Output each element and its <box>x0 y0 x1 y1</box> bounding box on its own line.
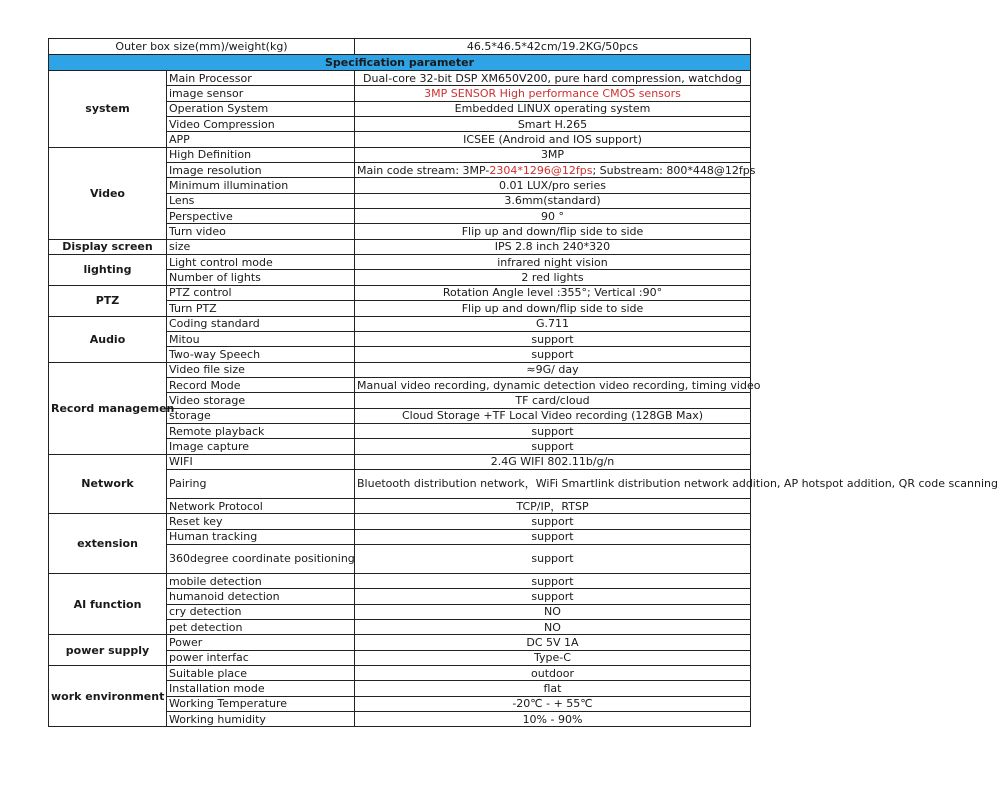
item-label: Two-way Speech <box>167 347 355 362</box>
spec-row <box>49 666 751 681</box>
item-label: Working Temperature <box>167 696 355 711</box>
category-video: Video <box>49 147 167 239</box>
item-label: Suitable place <box>167 666 355 681</box>
item-label: storage <box>167 408 355 423</box>
spec-table <box>48 38 998 727</box>
item-value: Smart H.265 <box>355 117 751 132</box>
item-label: size <box>167 239 355 254</box>
item-value: ≈9G/ day <box>355 362 751 377</box>
item-label: Reset key <box>167 514 355 529</box>
value-part: Main code stream: 3MP- <box>357 163 490 177</box>
item-label: Video storage <box>167 393 355 408</box>
item-value: 3.6mm(standard) <box>355 193 751 208</box>
item-value: 10% - 90% <box>355 712 751 727</box>
category-record-managemen: Record managemen <box>49 362 167 454</box>
item-label: Video Compression <box>167 117 355 132</box>
category-ai-function: AI function <box>49 573 167 634</box>
item-label: High Definition <box>167 147 355 162</box>
item-label: Coding standard <box>167 316 355 331</box>
spec-row <box>49 362 751 377</box>
spec-table-body <box>49 39 998 727</box>
item-value: support <box>355 331 751 346</box>
category-power-supply: power supply <box>49 635 167 666</box>
item-label: Human tracking <box>167 529 355 544</box>
item-value: Manual video recording, dynamic detection video recording, timing video <box>355 377 751 392</box>
item-value: support <box>355 544 751 573</box>
item-label: Perspective <box>167 209 355 224</box>
item-value: support <box>355 439 751 454</box>
item-label: cry detection <box>167 604 355 619</box>
item-value <box>355 163 756 178</box>
category-lighting: lighting <box>49 255 167 286</box>
item-value: -20℃ - + 55℃ <box>355 696 751 711</box>
item-value: G.711 <box>355 316 751 331</box>
spec-row <box>49 285 751 300</box>
item-value: Type-C <box>355 650 751 665</box>
item-value: support <box>355 347 751 362</box>
item-value: infrared night vision <box>355 255 751 270</box>
item-value: Flip up and down/flip side to side <box>355 224 751 239</box>
item-label: Minimum illumination <box>167 178 355 193</box>
item-value: TF card/cloud <box>355 393 751 408</box>
category-system: system <box>49 71 167 148</box>
item-label: Number of lights <box>167 270 355 285</box>
item-value: NO <box>355 604 751 619</box>
item-label: Installation mode <box>167 681 355 696</box>
spec-row <box>49 635 751 650</box>
item-label: Image resolution <box>167 163 355 178</box>
category-extension: extension <box>49 514 167 574</box>
category-ptz: PTZ <box>49 285 167 316</box>
item-label: Image capture <box>167 439 355 454</box>
item-value: 90 ° <box>355 209 751 224</box>
spec-row <box>49 514 751 529</box>
item-label: Network Protocol <box>167 498 355 513</box>
box-size-label: Outer box size(mm)/weight(kg) <box>49 39 355 55</box>
box-size-row <box>49 39 751 55</box>
item-label: Mitou <box>167 331 355 346</box>
value-part: ; Substream: 800*448@12fps <box>592 163 756 177</box>
item-value: Embedded LINUX operating system <box>355 101 751 116</box>
item-value: support <box>355 423 751 438</box>
item-label: Light control mode <box>167 255 355 270</box>
item-value: Rotation Angle level :355°; Vertical :90° <box>355 285 751 300</box>
spec-row <box>49 573 751 588</box>
item-value: 3MP SENSOR High performance CMOS sensors <box>355 86 751 101</box>
item-value: TCP/IP，RTSP <box>355 498 751 513</box>
item-value: 0.01 LUX/pro series <box>355 178 751 193</box>
category-display-screen: Display screen <box>49 239 167 254</box>
spec-row <box>49 71 751 86</box>
item-value: ICSEE (Android and IOS support) <box>355 132 751 147</box>
item-value: support <box>355 573 751 588</box>
section-title: Specification parameter <box>49 55 751 71</box>
item-label: Lens <box>167 193 355 208</box>
item-value: DC 5V 1A <box>355 635 751 650</box>
spec-row <box>49 147 751 162</box>
item-value: outdoor <box>355 666 751 681</box>
item-value: Cloud Storage +TF Local Video recording (128GB Max) <box>355 408 751 423</box>
item-value: 3MP <box>355 147 751 162</box>
box-size-value: 46.5*46.5*42cm/19.2KG/50pcs <box>355 39 751 55</box>
category-network: Network <box>49 454 167 514</box>
item-label: WIFI <box>167 454 355 469</box>
item-label: Video file size <box>167 362 355 377</box>
item-label: Remote playback <box>167 423 355 438</box>
spec-row <box>49 316 751 331</box>
item-value: IPS 2.8 inch 240*320 <box>355 239 751 254</box>
spec-row <box>49 239 751 254</box>
item-label: mobile detection <box>167 573 355 588</box>
item-label: PTZ control <box>167 285 355 300</box>
item-value: 2 red lights <box>355 270 751 285</box>
item-label: image sensor <box>167 86 355 101</box>
item-value: Dual-core 32-bit DSP XM650V200, pure hard compression, watchdog <box>355 71 751 86</box>
item-value: support <box>355 529 751 544</box>
item-value: 2.4G WIFI 802.11b/g/n <box>355 454 751 469</box>
item-value: Flip up and down/flip side to side <box>355 301 751 316</box>
item-label: pet detection <box>167 620 355 635</box>
item-value: support <box>355 589 751 604</box>
spec-row <box>49 255 751 270</box>
section-header-row <box>49 55 751 71</box>
item-label: humanoid detection <box>167 589 355 604</box>
item-label: Pairing <box>167 469 355 498</box>
category-work-environment: work environment <box>49 666 167 727</box>
item-label: Turn video <box>167 224 355 239</box>
item-value: NO <box>355 620 751 635</box>
item-label: Working humidity <box>167 712 355 727</box>
spec-row <box>49 454 751 469</box>
item-label: APP <box>167 132 355 147</box>
item-label: Turn PTZ <box>167 301 355 316</box>
item-value: Bluetooth distribution network，WiFi Smartlink distribution network addition, AP hotspot addition, QR code scanning <box>355 469 751 498</box>
item-label: Record Mode <box>167 377 355 392</box>
item-label: Operation System <box>167 101 355 116</box>
item-label: 360degree coordinate positioning <box>167 544 355 573</box>
item-label: power interfac <box>167 650 355 665</box>
item-label: Power <box>167 635 355 650</box>
item-value: flat <box>355 681 751 696</box>
item-value: support <box>355 514 751 529</box>
value-highlight: 2304*1296@12fps <box>489 163 593 177</box>
category-audio: Audio <box>49 316 167 362</box>
item-label: Main Processor <box>167 71 355 86</box>
